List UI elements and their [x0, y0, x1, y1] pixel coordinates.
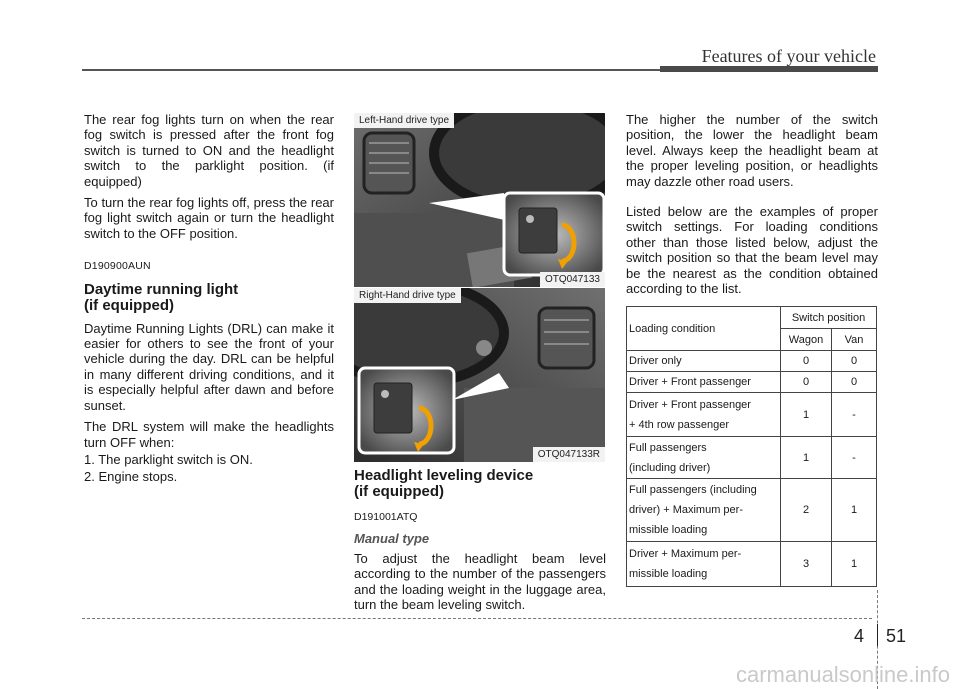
column-right [626, 112, 878, 302]
row-condition [627, 479, 781, 542]
photo-label-rhd: Right-Hand drive type [354, 288, 461, 303]
row-wagon: 1 [781, 393, 832, 437]
row-van: - [832, 393, 877, 437]
row-van: 1 [832, 479, 877, 542]
column-left [84, 112, 334, 491]
table-row [627, 372, 877, 393]
photo-label-lhd: Left-Hand drive type [354, 113, 454, 128]
table-row [627, 393, 877, 437]
row-condition-line: Full passengers (including [629, 484, 757, 496]
row-van: - [832, 437, 877, 479]
table-row [627, 437, 877, 479]
row-condition [627, 437, 781, 479]
row-condition [627, 393, 781, 437]
footer-rule [82, 618, 872, 620]
drl-off-paragraph: The DRL system will make the headlights turn OFF when: [84, 419, 334, 450]
row-van: 0 [832, 372, 877, 393]
row-van: 1 [832, 542, 877, 587]
page-header-title: Features of your vehicle [701, 46, 876, 66]
drl-heading [84, 282, 334, 314]
chapter-number: 4 [854, 626, 865, 646]
row-condition-line: Full passengers [629, 441, 707, 454]
headlight-leveling-heading [354, 468, 606, 500]
table-row [627, 542, 877, 587]
row-condition-line: + 4th row passenger [629, 418, 729, 431]
section-code-2: D191001ATQ [354, 511, 418, 523]
table-header-loading: Loading condition [627, 307, 781, 351]
column-middle-text [354, 468, 606, 612]
page-number: 51 [886, 626, 907, 646]
photo-code-lhd: OTQ047133 [540, 272, 605, 287]
row-wagon: 0 [781, 351, 832, 372]
dashboard-illustration-rhd [354, 288, 605, 462]
drl-condition-2: 2. Engine stops. [84, 469, 178, 485]
drl-heading-line2: (if equipped) [84, 296, 174, 314]
rear-fog-off-paragraph: To turn the rear fog lights off, press the rear fog light switch again or turn the headlight switch to the OFF position. [84, 195, 334, 241]
table-row [627, 351, 877, 372]
drl-intro-paragraph: Daytime Running Lights (DRL) can make it easier for others to see the front of your vehicle during the day. DRL can be helpful in many different driving conditions, and it is especially helpful after dawn and before sunset. [84, 320, 334, 413]
dashboard-illustration-lhd [354, 113, 605, 287]
row-wagon: 1 [781, 437, 832, 479]
table-header-wagon: Wagon [781, 329, 832, 351]
photo-left-hand-drive [354, 113, 605, 287]
row-condition-line: (including driver) [629, 461, 711, 474]
row-condition-line: missible loading [629, 524, 708, 536]
row-condition [627, 542, 781, 587]
rear-fog-paragraph: The rear fog lights turn on when the rear fog switch is pressed after the front fog switch is turned to ON and the headlight switch to the parklight position. (if equipped) [84, 112, 334, 189]
row-condition: Driver only [627, 351, 781, 372]
row-condition-line: Driver + Front passenger [629, 398, 751, 411]
row-van: 0 [832, 351, 877, 372]
row-condition: Driver + Front passenger [627, 372, 781, 393]
drl-condition-1: 1. The parklight switch is ON. [84, 451, 253, 467]
row-condition-line: Driver + Maximum per- [629, 548, 742, 560]
table-header-switch: Switch position [781, 307, 877, 329]
table-header-van: Van [832, 329, 877, 351]
row-wagon: 0 [781, 372, 832, 393]
headlight-leveling-heading-line2: (if equipped) [354, 483, 444, 500]
row-condition-line: driver) + Maximum per- [629, 504, 743, 516]
row-condition-line: missible loading [629, 568, 708, 580]
section-code: D190900AUN [84, 260, 151, 273]
drl-heading-line1: Daytime running light [84, 280, 239, 298]
watermark: carmanualsonline.info [735, 662, 950, 687]
manual-type-subhead: Manual type [354, 531, 430, 547]
page-number-divider [877, 624, 878, 646]
row-wagon: 2 [781, 479, 832, 542]
examples-paragraph: Listed below are the examples of proper switch settings. For loading conditions other than those listed below, adjust the switch position so that the beam level may be the nearest as the condition obtained according to the list. [626, 204, 878, 297]
header-rule-accent [660, 66, 878, 72]
table-row [627, 479, 877, 542]
headlight-leveling-heading-line1: Headlight leveling device [354, 467, 534, 484]
photo-right-hand-drive [354, 288, 605, 462]
loading-condition-table [626, 306, 877, 587]
leveling-paragraph: To adjust the headlight beam level according to the number of the passengers and the loading weight in the luggage area, turn the beam leveling switch. [354, 550, 606, 613]
switch-position-paragraph: The higher the number of the switch position, the lower the headlight beam level. Always keep the headlight beam at the proper leveling position, or headlights may dazzle other road users. [626, 112, 878, 189]
row-wagon: 3 [781, 542, 832, 587]
photo-code-rhd: OTQ047133R [533, 447, 605, 462]
